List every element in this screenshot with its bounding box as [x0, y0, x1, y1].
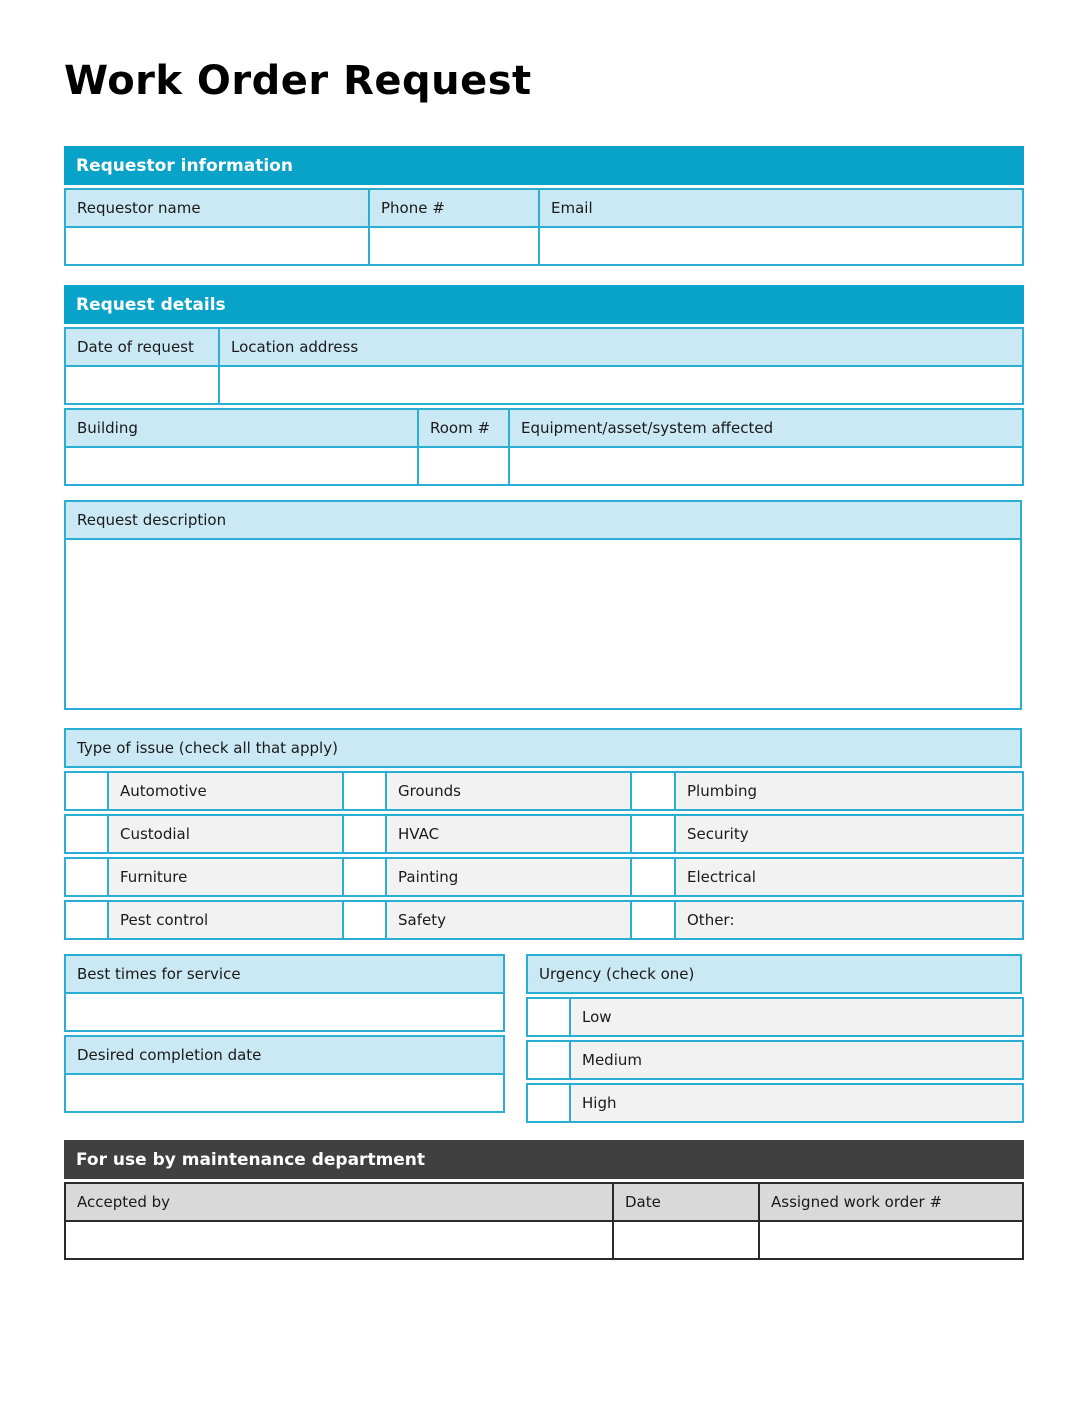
table-row [527, 955, 1021, 993]
table-row [65, 858, 1023, 896]
section-service-and-urgency [64, 954, 1024, 1123]
work-order-number-input[interactable] [759, 1221, 1023, 1259]
table-row [65, 501, 1021, 539]
equipment-affected-label: Equipment/asset/system affected [509, 409, 1023, 447]
completion-date-label: Desired completion date [65, 1036, 504, 1074]
room-number-label: Room # [418, 409, 509, 447]
checkbox-security[interactable] [631, 815, 675, 853]
table-row [65, 901, 1023, 939]
table-row [65, 447, 1023, 485]
urgency-label-low: Low [570, 998, 1023, 1036]
section-header-request-details: Request details [64, 285, 1024, 324]
section-request-description [64, 500, 1024, 710]
completion-date-table [64, 1035, 505, 1113]
table-row [65, 328, 1023, 366]
completion-date-input[interactable] [65, 1074, 504, 1112]
accepted-by-label: Accepted by [65, 1183, 613, 1221]
issue-label-painting: Painting [386, 858, 631, 896]
page-title: Work Order Request [64, 58, 532, 104]
room-number-input[interactable] [418, 447, 509, 485]
checkbox-safety[interactable] [343, 901, 386, 939]
table-row [527, 1084, 1023, 1122]
phone-label: Phone # [369, 189, 539, 227]
request-description-label: Request description [65, 501, 1021, 539]
table-row [65, 366, 1023, 404]
checkbox-other[interactable] [631, 901, 675, 939]
best-times-label: Best times for service [65, 955, 504, 993]
issue-row [64, 771, 1024, 811]
checkbox-painting[interactable] [343, 858, 386, 896]
requestor-name-input[interactable] [65, 227, 369, 265]
maintenance-table [64, 1182, 1024, 1260]
phone-input[interactable] [369, 227, 539, 265]
urgency-label-medium: Medium [570, 1041, 1023, 1079]
location-address-label: Location address [219, 328, 1023, 366]
section-header-maintenance: For use by maintenance department [64, 1140, 1024, 1179]
accepted-by-input[interactable] [65, 1221, 613, 1259]
table-row [65, 539, 1021, 709]
issue-row [64, 814, 1024, 854]
table-row [65, 227, 1023, 265]
issue-label-hvac: HVAC [386, 815, 631, 853]
request-details-table-bottom [64, 408, 1024, 486]
table-row [65, 189, 1023, 227]
date-of-request-label: Date of request [65, 328, 219, 366]
equipment-affected-input[interactable] [509, 447, 1023, 485]
section-type-of-issue [64, 728, 1024, 940]
issue-label-pest-control: Pest control [108, 901, 343, 939]
urgency-label-high: High [570, 1084, 1023, 1122]
checkbox-hvac[interactable] [343, 815, 386, 853]
building-input[interactable] [65, 447, 418, 485]
table-row [527, 1041, 1023, 1079]
urgency-header: Urgency (check one) [527, 955, 1021, 993]
checkbox-urgency-high[interactable] [527, 1084, 570, 1122]
request-description-input[interactable] [65, 539, 1021, 709]
type-of-issue-header: Type of issue (check all that apply) [65, 729, 1021, 767]
urgency-header-table [526, 954, 1022, 994]
requestor-table [64, 188, 1024, 266]
urgency-column [526, 954, 1024, 1123]
section-requestor-information [64, 146, 1024, 266]
checkbox-grounds[interactable] [343, 772, 386, 810]
issue-label-safety: Safety [386, 901, 631, 939]
checkbox-electrical[interactable] [631, 858, 675, 896]
email-label: Email [539, 189, 1023, 227]
issue-label-other[interactable]: Other: [675, 901, 1023, 939]
issue-label-furniture: Furniture [108, 858, 343, 896]
requestor-name-label: Requestor name [65, 189, 369, 227]
issue-label-automotive: Automotive [108, 772, 343, 810]
email-input[interactable] [539, 227, 1023, 265]
date-label: Date [613, 1183, 759, 1221]
checkbox-automotive[interactable] [65, 772, 108, 810]
urgency-row [526, 997, 1024, 1037]
date-input[interactable] [613, 1221, 759, 1259]
date-of-request-input[interactable] [65, 366, 219, 404]
best-times-table [64, 954, 505, 1032]
best-times-input[interactable] [65, 993, 504, 1031]
table-row [65, 955, 504, 993]
checkbox-plumbing[interactable] [631, 772, 675, 810]
checkbox-urgency-medium[interactable] [527, 1041, 570, 1079]
issue-row [64, 900, 1024, 940]
checkbox-furniture[interactable] [65, 858, 108, 896]
issue-label-custodial: Custodial [108, 815, 343, 853]
section-request-details [64, 285, 1024, 486]
section-header-requestor-information: Requestor information [64, 146, 1024, 185]
urgency-row [526, 1083, 1024, 1123]
table-row [65, 1183, 1023, 1221]
checkbox-custodial[interactable] [65, 815, 108, 853]
table-row [527, 998, 1023, 1036]
table-row [65, 772, 1023, 810]
table-row [65, 1221, 1023, 1259]
checkbox-urgency-low[interactable] [527, 998, 570, 1036]
issue-label-security: Security [675, 815, 1023, 853]
table-row [65, 409, 1023, 447]
type-of-issue-header-table [64, 728, 1022, 768]
request-description-table [64, 500, 1022, 710]
location-address-input[interactable] [219, 366, 1023, 404]
issue-label-plumbing: Plumbing [675, 772, 1023, 810]
issue-row [64, 857, 1024, 897]
table-row [65, 729, 1021, 767]
table-row [65, 1036, 504, 1074]
section-maintenance-department [64, 1140, 1024, 1260]
table-row [65, 993, 504, 1031]
table-row [65, 1074, 504, 1112]
issue-label-electrical: Electrical [675, 858, 1023, 896]
checkbox-pest-control[interactable] [65, 901, 108, 939]
service-times-column [64, 954, 505, 1123]
issue-label-grounds: Grounds [386, 772, 631, 810]
urgency-row [526, 1040, 1024, 1080]
request-details-table-top [64, 327, 1024, 405]
building-label: Building [65, 409, 418, 447]
work-order-number-label: Assigned work order # [759, 1183, 1023, 1221]
table-row [65, 815, 1023, 853]
